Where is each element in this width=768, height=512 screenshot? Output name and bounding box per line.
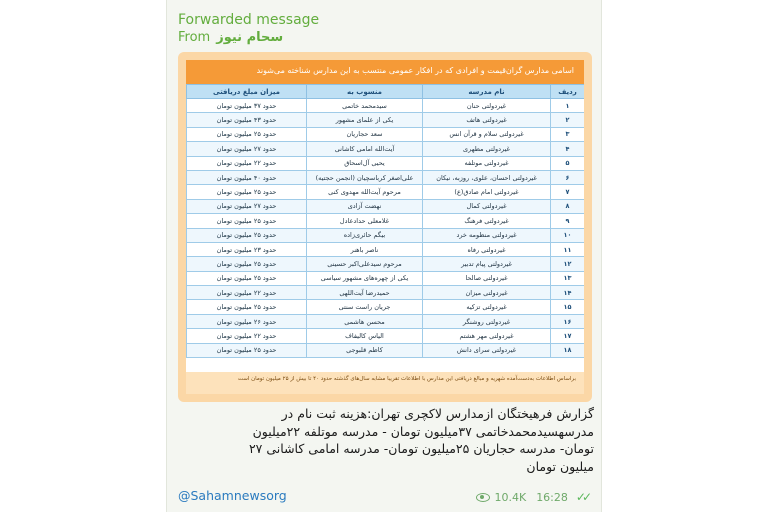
- school-name: غیردولتی صالحا: [423, 271, 551, 285]
- school-name: غیردولتی موتلفه: [423, 156, 551, 170]
- school-name: غیردولتی میزان: [423, 286, 551, 300]
- forwarded-label: Forwarded message: [178, 12, 320, 28]
- attributed-to: یکی از چهره‌های مشهور سیاسی: [307, 271, 423, 285]
- row-number: ۱۴: [551, 286, 585, 300]
- table-row: [187, 127, 585, 141]
- attributed-to: مرحوم سیدعلی‌اکبر حسینی: [307, 257, 423, 271]
- school-name: غیردولتی رفاه: [423, 242, 551, 256]
- row-number: ۱۰: [551, 228, 585, 242]
- fee-amount: حدود ۲۵ میلیون تومان: [187, 127, 307, 141]
- fee-amount: حدود ۴۳ میلیون تومان: [187, 113, 307, 127]
- table-row: [187, 185, 585, 199]
- channel-handle-link[interactable]: @Sahamnewsorg: [178, 488, 287, 503]
- row-number: ۱: [551, 99, 585, 113]
- fee-amount: حدود ۲۳ میلیون تومان: [187, 242, 307, 256]
- double-check-icon: ✓✓: [575, 490, 588, 504]
- table-title: اسامی مدارس گران‌قیمت و افرادی که در افکار عمومی منتسب به این مدارس شناخته می‌شوند: [186, 60, 584, 84]
- school-name: غیردولتی مهر هشتم: [423, 329, 551, 343]
- school-name: غیردولتی سلام و قرآن انس: [423, 127, 551, 141]
- table-row: [187, 214, 585, 228]
- message-caption: [176, 405, 594, 475]
- table-footnote: براساس اطلاعات به‌دست‌آمده شهریه و مبالغ دریافتی این مدارس با اطلاعات تقریبا مشابه سال‌های گذشته حدود ۴۰ تا بیش از ۲۵ میلیون تومان است: [186, 372, 584, 394]
- school-name: غیردولتی احسان، علوی، روزبه، نیکان: [423, 170, 551, 184]
- fee-amount: حدود ۲۷ میلیون تومان: [187, 142, 307, 156]
- school-name: غیردولتی سرای دانش: [423, 343, 551, 357]
- school-name: غیردولتی تزکیه: [423, 300, 551, 314]
- school-name: غیردولتی حنان: [423, 99, 551, 113]
- caption-line-3: تومان- مدرسه حجاریان ۲۵میلیون تومان- مدرسه امامی کاشانی ۲۷: [248, 441, 594, 456]
- attributed-to: یکی از علمای مشهور: [307, 113, 423, 127]
- row-number: ۱۵: [551, 300, 585, 314]
- message-time: 16:28: [536, 490, 568, 504]
- attributed-to: نهضت آزادی: [307, 199, 423, 213]
- fee-amount: حدود ۲۵ میلیون تومان: [187, 271, 307, 285]
- school-name: غیردولتی هاتف: [423, 113, 551, 127]
- view-count: 10.4K: [494, 490, 527, 504]
- table-row: [187, 142, 585, 156]
- header-school-name: نام مدرسه: [423, 85, 551, 99]
- school-name: غیردولتی منظومه خرد: [423, 228, 551, 242]
- school-name: غیردولتی روشنگر: [423, 314, 551, 328]
- attributed-to: کاظم قلبوجی: [307, 343, 423, 357]
- row-number: ۱۸: [551, 343, 585, 357]
- fee-amount: حدود ۳۷ میلیون تومان: [187, 99, 307, 113]
- caption-line-4: میلیون تومان: [526, 458, 594, 474]
- table-row: [187, 300, 585, 314]
- attributed-to: یحیی آل‌اسحاق: [307, 156, 423, 170]
- fee-amount: حدود ۲۵ میلیون تومان: [187, 185, 307, 199]
- row-number: ۱۱: [551, 242, 585, 256]
- eye-icon: [476, 493, 490, 502]
- school-name: غیردولتی فرهنگ: [423, 214, 551, 228]
- table-row: [187, 242, 585, 256]
- row-number: ۳: [551, 127, 585, 141]
- header-fee: میزان مبلغ دریافتی: [187, 85, 307, 99]
- forwarded-from-prefix: From: [178, 30, 211, 45]
- forwarded-from[interactable]: [178, 30, 283, 45]
- schools-table-image[interactable]: [178, 52, 592, 402]
- table-header-row: [187, 85, 585, 99]
- fee-amount: حدود ۲۷ میلیون تومان: [187, 199, 307, 213]
- fee-amount: حدود ۲۵ میلیون تومان: [187, 343, 307, 357]
- table-row: [187, 343, 585, 357]
- header-attributed-to: منسوب به: [307, 85, 423, 99]
- table-row: [187, 113, 585, 127]
- row-number: ۱۶: [551, 314, 585, 328]
- school-name: غیردولتی امام صادق(ع): [423, 185, 551, 199]
- fee-amount: حدود ۲۵ میلیون تومان: [187, 228, 307, 242]
- attributed-to: ناصر باهنر: [307, 242, 423, 256]
- school-name: غیردولتی پیام تدبیر: [423, 257, 551, 271]
- table-row: [187, 170, 585, 184]
- row-number: ۵: [551, 156, 585, 170]
- row-number: ۲: [551, 113, 585, 127]
- message-meta: [476, 490, 588, 504]
- table-row: [187, 228, 585, 242]
- attributed-to: مرحوم آیت‌الله مهدوی کنی: [307, 185, 423, 199]
- header-row-number: ردیف: [551, 85, 585, 99]
- table-row: [187, 99, 585, 113]
- fee-amount: حدود ۲۵ میلیون تومان: [187, 214, 307, 228]
- table-row: [187, 199, 585, 213]
- attributed-to: جریان راست سنتی: [307, 300, 423, 314]
- table-body: [187, 99, 585, 358]
- table-row: [187, 257, 585, 271]
- table-row: [187, 286, 585, 300]
- row-number: ۱۳: [551, 271, 585, 285]
- row-number: ۱۷: [551, 329, 585, 343]
- fee-amount: حدود ۲۵ میلیون تومان: [187, 300, 307, 314]
- table-row: [187, 271, 585, 285]
- attributed-to: حمیدرضا آیت‌اللهی: [307, 286, 423, 300]
- fee-amount: حدود ۲۲ میلیون تومان: [187, 156, 307, 170]
- fee-amount: حدود ۲۶ میلیون تومان: [187, 314, 307, 328]
- fee-amount: حدود ۲۲ میلیون تومان: [187, 329, 307, 343]
- table-row: [187, 314, 585, 328]
- attributed-to: آیت‌الله امامی کاشانی: [307, 142, 423, 156]
- fee-amount: حدود ۴۰ میلیون تومان: [187, 170, 307, 184]
- row-number: ۱۲: [551, 257, 585, 271]
- attributed-to: محسن هاشمی: [307, 314, 423, 328]
- table-row: [187, 156, 585, 170]
- school-name: غیردولتی کمال: [423, 199, 551, 213]
- attributed-to: سعد حجاریان: [307, 127, 423, 141]
- row-number: ۸: [551, 199, 585, 213]
- attributed-to: غلامعلی حدادعادل: [307, 214, 423, 228]
- row-number: ۶: [551, 170, 585, 184]
- fee-amount: حدود ۲۵ میلیون تومان: [187, 257, 307, 271]
- school-name: غیردولتی مطهری: [423, 142, 551, 156]
- caption-line-2: مدرسهسیدمحمدخاتمی ۳۷میلیون تومان - مدرسه موتلفه ۲۲میلیون: [252, 423, 594, 439]
- row-number: ۷: [551, 185, 585, 199]
- attributed-to: بیگم حائری‌زاده: [307, 228, 423, 242]
- attributed-to: علی‌اصغر کرباسچیان (انجمن حجتیه): [307, 170, 423, 184]
- fee-amount: حدود ۲۲ میلیون تومان: [187, 286, 307, 300]
- row-number: ۴: [551, 142, 585, 156]
- schools-table: [186, 84, 585, 358]
- caption-line-1: گزارش فرهیختگان ازمدارس لاکچری تهران:هزینه ثبت نام در: [281, 406, 594, 421]
- forwarded-from-channel[interactable]: سحام نیوز: [216, 30, 284, 45]
- attributed-to: الیاس کالیفاف: [307, 329, 423, 343]
- table-row: [187, 329, 585, 343]
- row-number: ۹: [551, 214, 585, 228]
- attributed-to: سیدمحمد خاتمی: [307, 99, 423, 113]
